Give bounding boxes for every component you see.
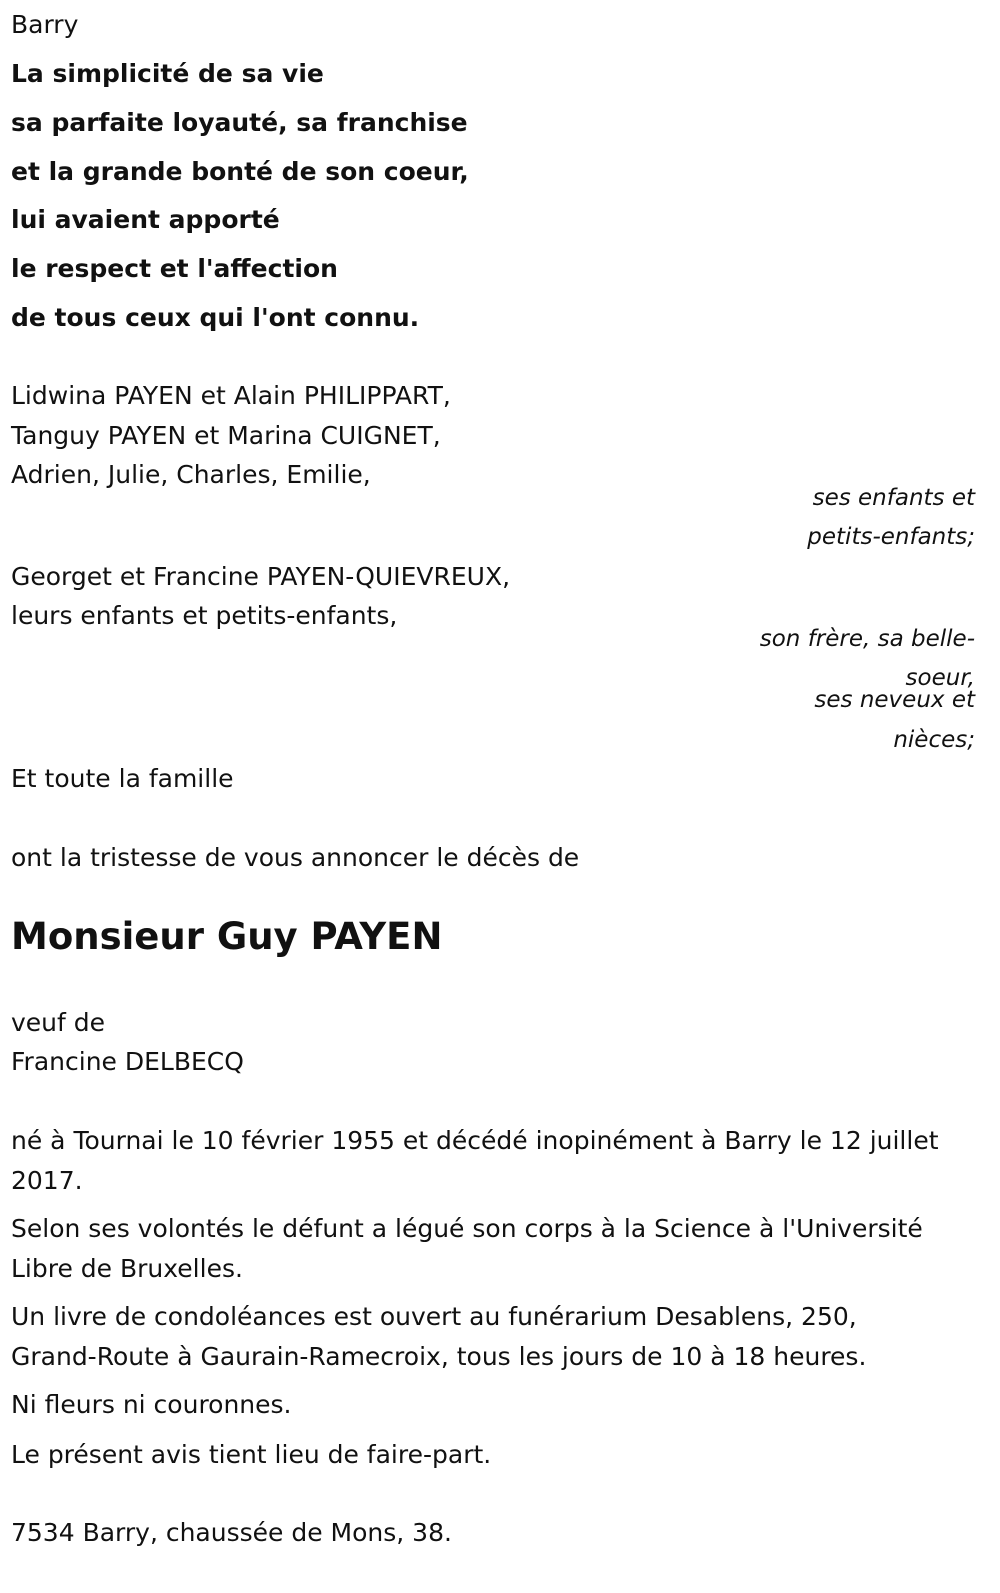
poem-line: sa parfaite loyauté, sa franchise	[11, 108, 468, 137]
poem-line: de tous ceux qui l'ont connu.	[11, 303, 420, 332]
detail-line: Libre de Bruxelles.	[11, 1254, 243, 1283]
family-member-line: Lidwina PAYEN et Alain PHILIPPART,	[11, 381, 451, 410]
relation-label: soeur,	[905, 665, 975, 691]
poem-line: La simplicité de sa vie	[11, 59, 324, 88]
spouse-name: Francine DELBECQ	[11, 1047, 244, 1076]
family-member-line: Georget et Francine PAYEN-QUIEVREUX,	[11, 562, 511, 591]
detail-line: Selon ses volontés le défunt a légué son corps à la Science à l'Université	[11, 1214, 923, 1243]
poem-line: et la grande bonté de son coeur,	[11, 157, 469, 186]
detail-line: 2017.	[11, 1166, 83, 1195]
detail-line: Grand-Route à Gaurain-Ramecroix, tous les jours de 10 à 18 heures.	[11, 1342, 867, 1371]
deceased-name: Monsieur Guy PAYEN	[11, 915, 443, 958]
relation-label: son frère, sa belle-	[759, 626, 975, 652]
detail-line: Ni fleurs ni couronnes.	[11, 1390, 292, 1419]
relation-label: nièces;	[893, 727, 975, 753]
poem-line: le respect et l'affection	[11, 254, 338, 283]
address: 7534 Barry, chaussée de Mons, 38.	[11, 1518, 452, 1547]
family-member-line: leurs enfants et petits-enfants,	[11, 601, 398, 630]
announcement-text: ont la tristesse de vous annoncer le décès de	[11, 843, 580, 872]
family-member-line: Tanguy PAYEN et Marina CUIGNET,	[11, 421, 441, 450]
detail-line: né à Tournai le 10 février 1955 et décédé inopinément à Barry le 12 juillet	[11, 1126, 939, 1155]
detail-line: Le présent avis tient lieu de faire-part.	[11, 1440, 492, 1469]
relation-label: petits-enfants;	[807, 524, 975, 550]
family-member-line: Adrien, Julie, Charles, Emilie,	[11, 460, 371, 489]
place-name: Barry	[11, 10, 79, 39]
relation-label: ses neveux et	[814, 687, 975, 713]
family-member-line: Et toute la famille	[11, 764, 234, 793]
poem-line: lui avaient apporté	[11, 205, 280, 234]
relation-label: ses enfants et	[812, 485, 975, 511]
spouse-label: veuf de	[11, 1008, 106, 1037]
detail-line: Un livre de condoléances est ouvert au funérarium Desablens, 250,	[11, 1302, 857, 1331]
